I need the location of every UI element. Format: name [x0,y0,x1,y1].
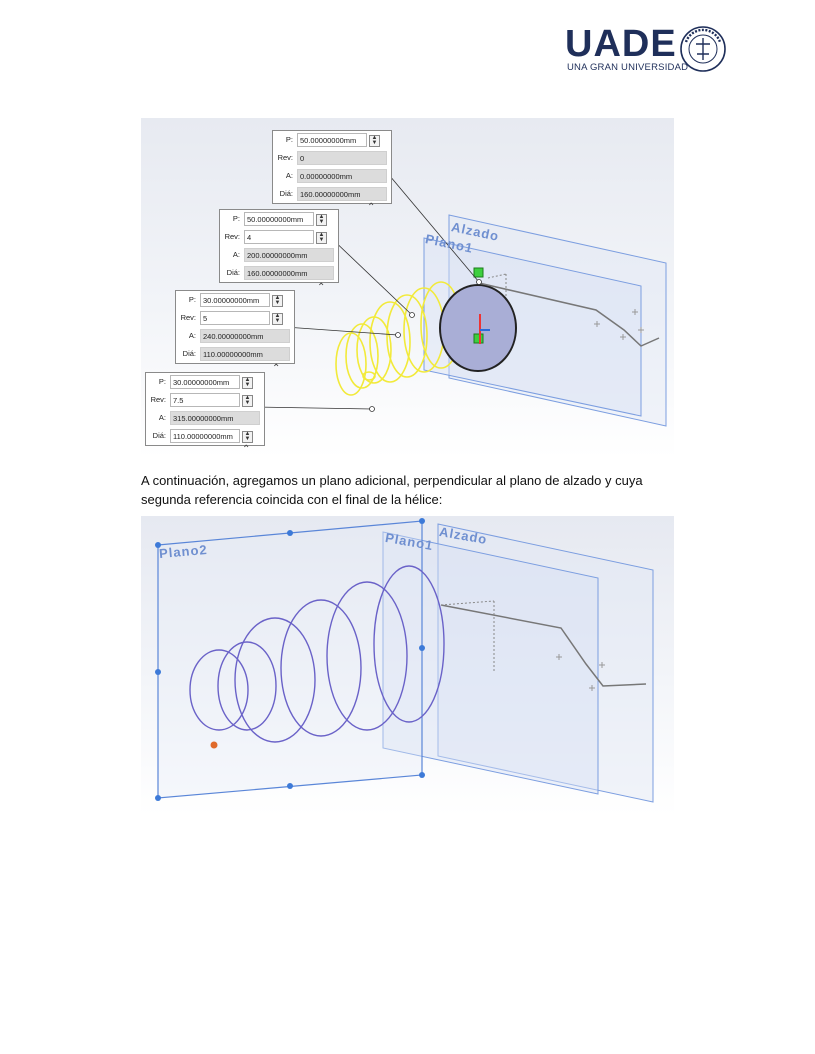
pitch-field[interactable]: 50.00000000mm [297,133,367,147]
helix-parameters-figure [141,118,674,458]
pitch-field[interactable]: 50.00000000mm [244,212,314,226]
rev-label: Rev: [150,395,166,404]
diameter-field: 160.00000000mm [297,187,387,201]
rev-label: Rev: [224,232,240,241]
helix-param-panel [219,209,339,283]
chevron-up-icon[interactable]: ⌃ [242,444,251,455]
spinner-icon[interactable]: ▲ ▼ [316,232,327,244]
diameter-label: Diá: [152,431,166,440]
spinner-icon[interactable]: ▲ ▼ [242,431,253,443]
height-label: A: [285,171,293,180]
height-field: 315.00000000mm [170,411,260,425]
spinner-icon[interactable]: ▲ ▼ [242,377,253,389]
height-label: A: [188,331,196,340]
spinner-icon[interactable]: ▲ ▼ [272,295,283,307]
diameter-label: Diá: [182,349,196,358]
helix-param-panel [272,130,392,204]
rev-field: 0 [297,151,387,165]
plane-label-alzado: Alzado [438,523,489,548]
spinner-icon[interactable]: ▲ ▼ [242,395,253,407]
height-label: A: [232,250,240,259]
plane-label-plano1: Plano1 [423,231,475,256]
helix-param-panel [175,290,295,364]
helix-param-panel [145,372,265,446]
height-field: 0.00000000mm [297,169,387,183]
rev-field[interactable]: 5 [200,311,270,325]
uade-logo [565,24,730,80]
rev-field[interactable]: 4 [244,230,314,244]
pitch-field[interactable]: 30.00000000mm [200,293,270,307]
diameter-field: 110.00000000mm [200,347,290,361]
height-field: 240.00000000mm [200,329,290,343]
diameter-label: Diá: [226,268,240,277]
rev-field[interactable]: 7.5 [170,393,240,407]
body-paragraph [141,471,661,509]
plane-label-plano2: Plano2 [158,541,209,562]
logo-tagline: UNA GRAN UNIVERSIDAD [567,62,689,73]
diameter-field[interactable]: 110.00000000mm [170,429,240,443]
spinner-icon[interactable]: ▲ ▼ [272,313,283,325]
spinner-icon[interactable]: ▲ ▼ [316,214,327,226]
pitch-label: P: [158,377,166,386]
plane-label-plano1: Plano1 [384,529,435,554]
logo-word: UADE [565,23,677,65]
chevron-up-icon[interactable]: ⌃ [317,282,326,293]
rev-label: Rev: [277,153,293,162]
plane-label-alzado: Alzado [449,219,501,244]
diameter-label: Diá: [279,189,293,198]
chevron-up-icon[interactable]: ⌃ [272,363,281,374]
spinner-icon[interactable]: ▲ ▼ [369,135,380,147]
helix-plane-3d-view [141,516,674,816]
pitch-label: P: [285,135,293,144]
paragraph-line: segunda referencia coincida con el final de la hélice: [141,492,443,507]
chevron-up-icon[interactable]: ⌃ [367,202,376,213]
diameter-field: 160.00000000mm [244,266,334,280]
pitch-label: P: [232,214,240,223]
fundacion-seal-icon [678,24,728,74]
rev-label: Rev: [180,313,196,322]
pitch-field[interactable]: 30.00000000mm [170,375,240,389]
pitch-label: P: [188,295,196,304]
plano2-figure [141,516,674,816]
paragraph-line: A continuación, agregamos un plano adicional, perpendicular al plano de alzado y cuya [141,473,643,488]
height-field: 200.00000000mm [244,248,334,262]
height-label: A: [158,413,166,422]
